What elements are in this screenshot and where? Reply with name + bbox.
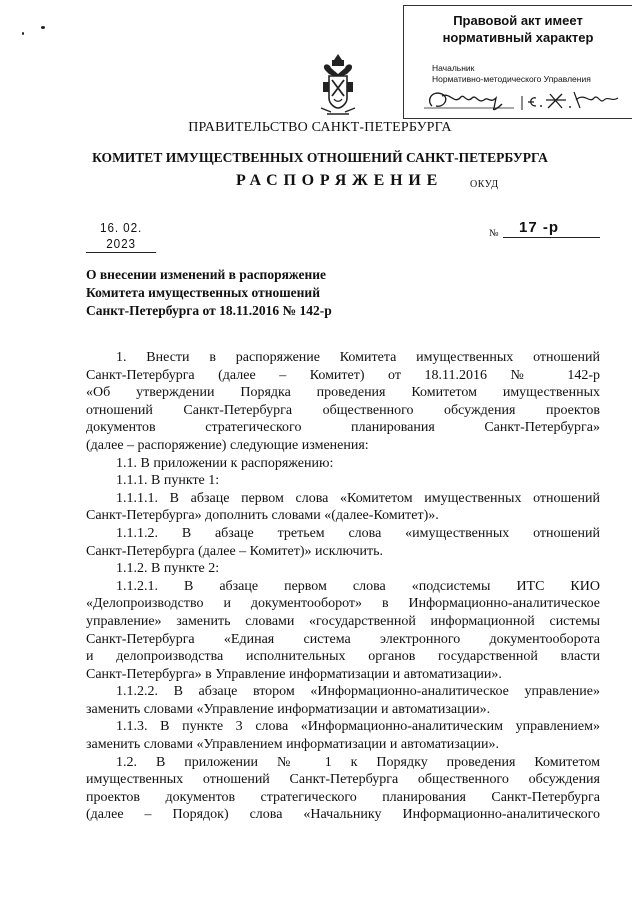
committee-name: КОМИТЕТ ИМУЩЕСТВЕННЫХ ОТНОШЕНИЙ САНКТ-ПЕТЕРБУРГА (92, 150, 548, 165)
subject-line: О внесении изменений в распоряжение (86, 267, 327, 282)
body-line: 1.1.2.1. В абзаце первом слова «подсистемы ИТС КИО (116, 578, 600, 594)
body-line: Санкт-Петербурга (далее – Комитет)» исключить. (86, 543, 383, 559)
document-subject (86, 266, 332, 320)
body-line: имущественных отношений Санкт-Петербурга общественного обсуждения (86, 772, 600, 788)
body-line: 1.1.2.2. В абзаце втором «Информационно-аналитическое управление» (116, 684, 600, 700)
body-line: и делопроизводства исполнительных органов государственной власти (86, 649, 600, 665)
body-line: заменить словами «Управление информатизации и автоматизации». (86, 701, 491, 717)
body-line: 1.1.3. В пункте 3 слова «Информационно-аналитическим управлением» (116, 719, 600, 735)
body-line: отношений Санкт-Петербурга общественного обсуждения проектов (86, 402, 600, 418)
coat-of-arms-emblem (319, 52, 357, 118)
body-line: «Делопроизводство и документооборот» в Информационно-аналитическое (86, 596, 600, 612)
body-line: 1.1.1.1. В абзаце первом слова «Комитетом имущественных отношений (116, 490, 600, 506)
body-line: (далее – Порядок) слова «Начальнику Информационно-аналитического (86, 807, 600, 823)
scan-speck (22, 32, 24, 35)
body-line: (далее – распоряжение) следующие изменения: (86, 437, 369, 453)
body-line: Санкт-Петербурга «Единая система электронного документооборота (86, 631, 600, 647)
number-sign: № (489, 228, 499, 239)
document-date: 16. 02. 2023 (86, 220, 156, 253)
body-line: Санкт-Петербурга (далее – Комитет) от 18.11.2016 № 142-р (86, 367, 600, 383)
body-line: заменить словами «Управлением информатизации и автоматизации». (86, 737, 499, 753)
body-line: 1.2. В приложении № 1 к Порядку проведения Комитетом (116, 754, 600, 770)
body-line: 1.1.1.2. В абзаце третьем слова «имущественных отношений (116, 525, 600, 541)
body-line: управление» заменить словами «государственной информационной системы (86, 613, 600, 629)
normative-act-stamp (403, 5, 632, 119)
stamp-title-line-1: Правовой акт имеет (453, 13, 583, 28)
handwritten-signature (424, 86, 624, 112)
body-line: 1. Внести в распоряжение Комитета имущественных отношений (116, 350, 600, 365)
stamp-role-line-2: Нормативно-методического Управления (432, 74, 591, 84)
body-line: «Об утверждении Порядка проведения Комитетом имущественных (86, 385, 600, 401)
document-type-title: РАСПОРЯЖЕНИЕ (236, 172, 444, 189)
document-number-field (503, 219, 600, 238)
body-line: Санкт-Петербурга» в Управление информатизации и автоматизации». (86, 666, 502, 682)
subject-line: Санкт-Петербурга от 18.11.2016 № 142-р (86, 303, 332, 318)
government-name: ПРАВИТЕЛЬСТВО САНКТ-ПЕТЕРБУРГА (188, 120, 452, 135)
body-line: 1.1.1. В пункте 1: (116, 473, 220, 489)
body-line: Санкт-Петербурга» дополнить словами «(далее-Комитет)». (86, 508, 439, 524)
scan-speck (41, 26, 45, 29)
body-line: 1.1. В приложении к распоряжению: (116, 455, 334, 471)
stamp-role-line-1: Начальник (432, 63, 475, 73)
stamp-title-line-2: нормативный характер (442, 30, 594, 45)
body-line: проектов документов стратегического планирования Санкт-Петербурга (86, 789, 600, 805)
document-body (86, 349, 600, 824)
body-line: документов стратегического планирования Санкт-Петербурга» (86, 420, 600, 436)
okud-label: ОКУД (470, 179, 499, 190)
body-line: 1.1.2. В пункте 2: (116, 561, 220, 577)
document-number: 17 -р (519, 219, 560, 236)
subject-line: Комитета имущественных отношений (86, 285, 320, 300)
stamp-title (404, 12, 632, 46)
